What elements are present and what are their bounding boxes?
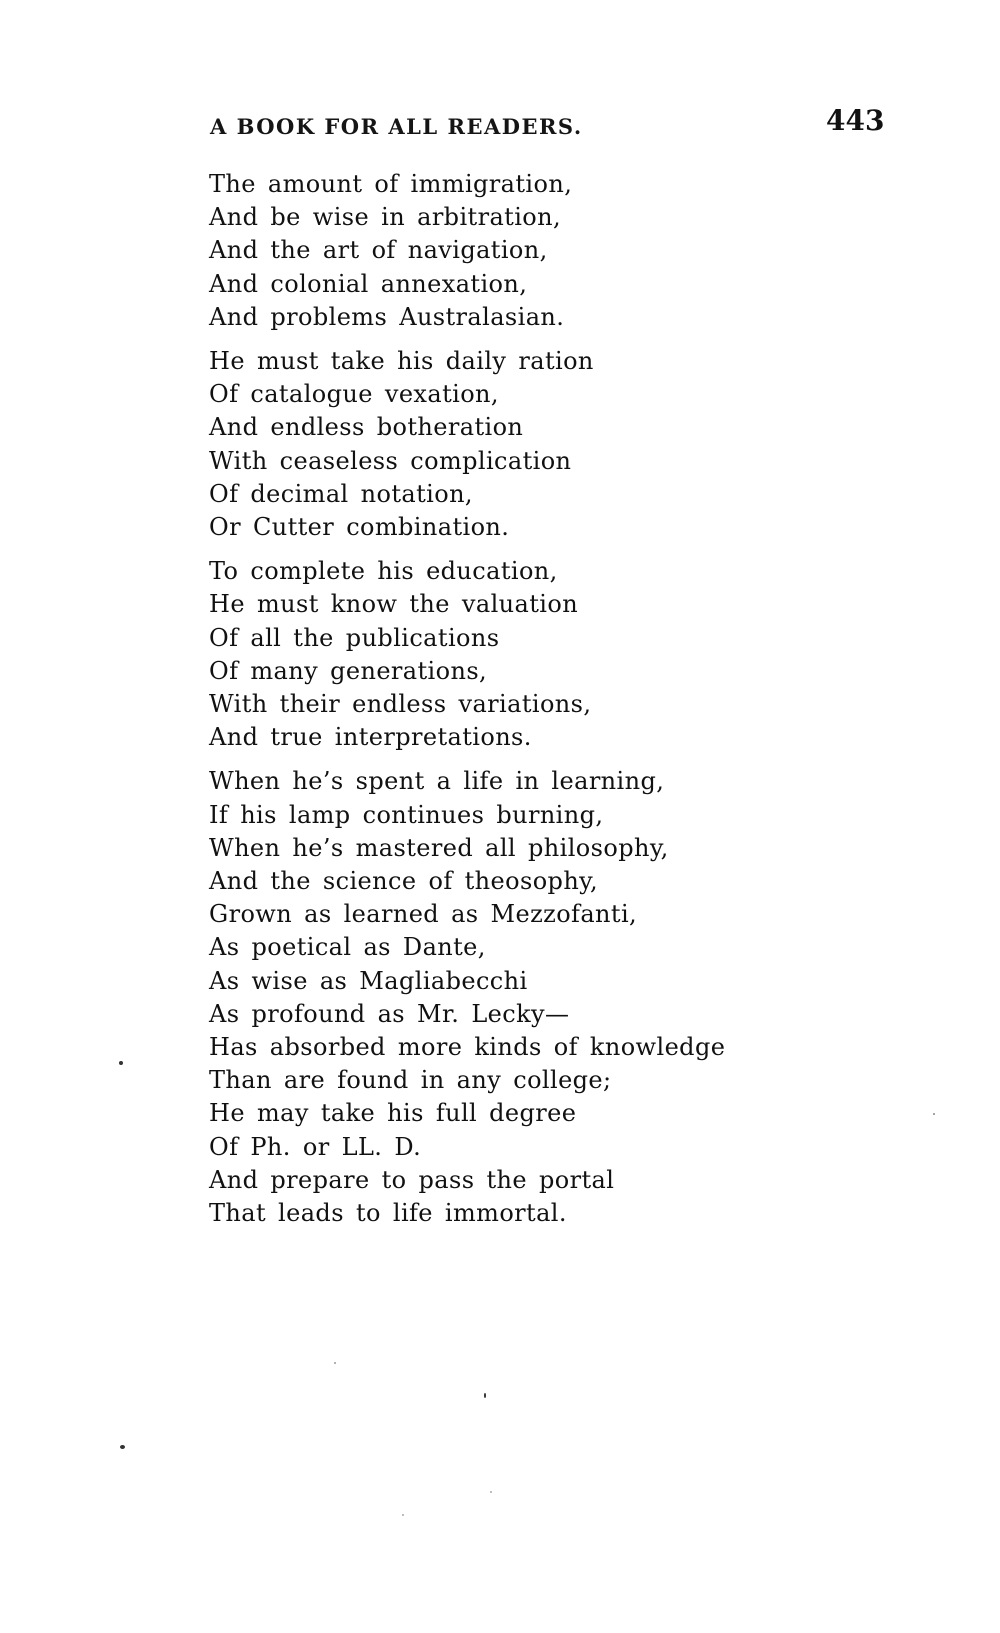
poem-line: Of Ph. or LL. D.	[209, 1132, 422, 1161]
poem-line: Than are found in any college;	[209, 1066, 612, 1095]
ink-speck	[933, 1113, 935, 1115]
poem-line: And colonial annexation,	[209, 269, 528, 298]
poem-line: Or Cutter combination.	[209, 513, 510, 542]
poem-line: And the science of theosophy,	[209, 867, 598, 896]
stanza-4	[209, 765, 849, 1230]
poem-line: Grown as learned as Mezzofanti,	[209, 900, 638, 929]
poem-line: As profound as Mr. Lecky—	[209, 999, 570, 1028]
stanza-3	[209, 555, 849, 754]
poem-line: With their endless variations,	[209, 690, 592, 719]
ink-speck	[402, 1514, 404, 1516]
poem-line: And true interpretations.	[209, 723, 532, 752]
poem-line: And the art of navigation,	[209, 236, 548, 265]
poem-line: Of catalogue vexation,	[209, 380, 499, 409]
poem-line: He may take his full degree	[209, 1099, 577, 1128]
poem	[209, 168, 849, 1241]
poem-line: Has absorbed more kinds of knowledge	[209, 1033, 726, 1062]
ink-speck	[490, 1491, 492, 1493]
poem-line: And be wise in arbitration,	[209, 203, 562, 232]
poem-line: He must know the valuation	[209, 590, 579, 619]
poem-line: He must take his daily ration	[209, 347, 594, 376]
ink-speck	[120, 1445, 125, 1449]
poem-line: And problems Australasian.	[209, 302, 565, 331]
poem-line: With ceaseless complication	[209, 446, 572, 475]
running-head: A BOOK FOR ALL READERS.	[210, 114, 583, 139]
page-number: 443	[826, 104, 885, 137]
poem-line: When he’s mastered all philosophy,	[209, 833, 669, 862]
poem-line: Of all the publications	[209, 623, 500, 652]
poem-line: As wise as Magliabecchi	[209, 966, 528, 995]
poem-line: And endless botheration	[209, 413, 524, 442]
ink-speck	[119, 1061, 123, 1065]
ink-speck	[484, 1393, 486, 1398]
poem-line: Of many generations,	[209, 656, 488, 685]
poem-line: As poetical as Dante,	[209, 933, 486, 962]
poem-line: Of decimal notation,	[209, 479, 473, 508]
poem-line: The amount of immigration,	[209, 170, 573, 198]
poem-line: When he’s spent a life in learning,	[209, 767, 665, 796]
poem-line: If his lamp continues burning,	[209, 800, 604, 829]
ink-speck	[334, 1362, 336, 1364]
stanza-1	[209, 168, 849, 334]
poem-line: And prepare to pass the portal	[209, 1165, 615, 1194]
stanza-2	[209, 345, 849, 544]
poem-line: To complete his education,	[209, 557, 558, 586]
poem-line: That leads to life immortal.	[209, 1199, 567, 1228]
